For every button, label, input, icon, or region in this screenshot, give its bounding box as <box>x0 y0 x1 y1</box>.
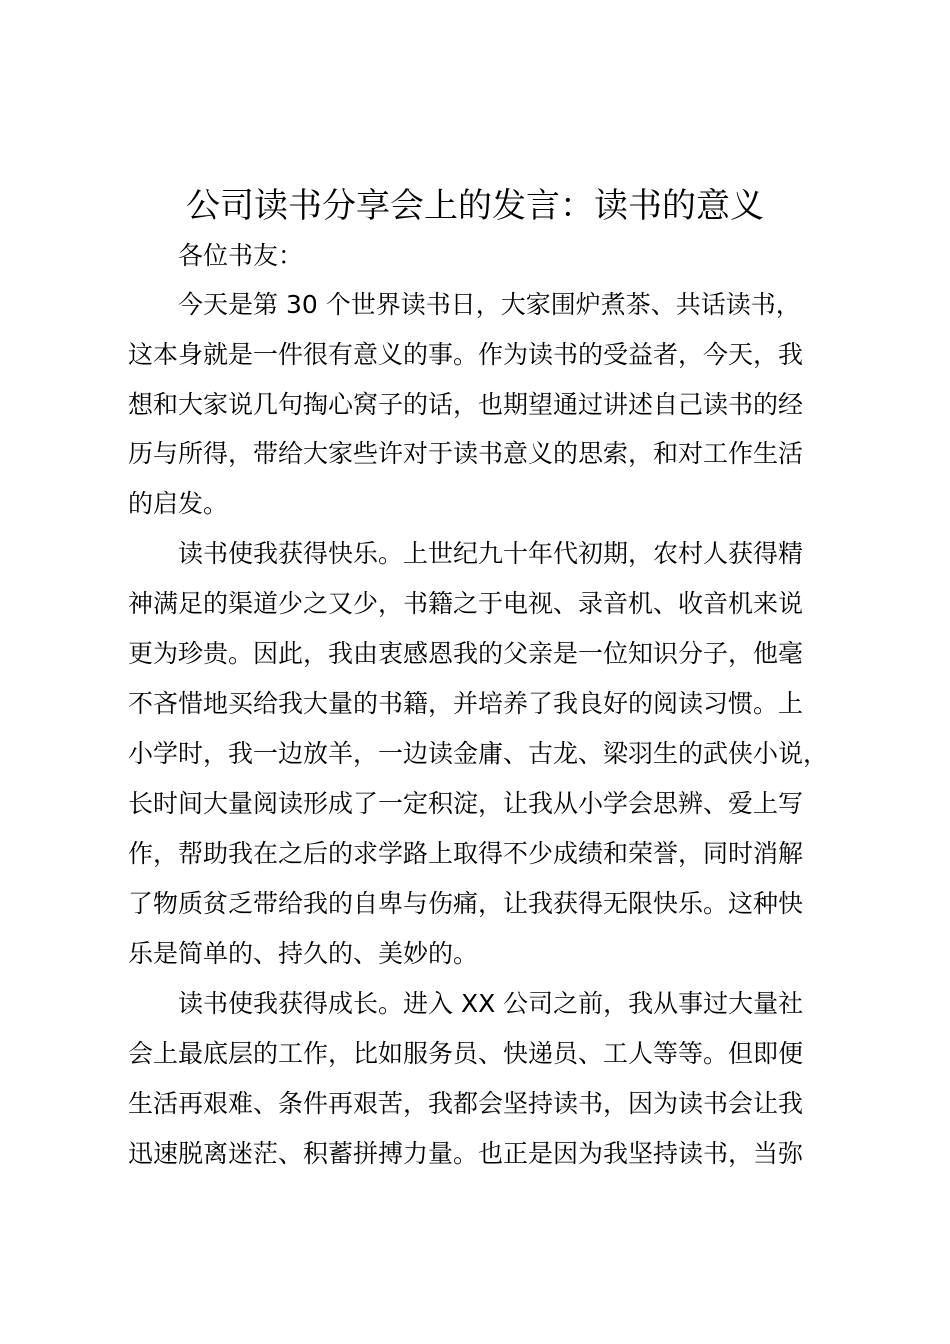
paragraph-line: 读书使我获得快乐。上世纪九十年代初期，农村人获得精 <box>178 539 804 568</box>
document-title: 公司读书分享会上的发言：读书的意义 <box>186 186 764 226</box>
paragraph-line: 小学时，我一边放羊，一边读金庸、古龙、梁羽生的武侠小说， <box>128 739 829 768</box>
paragraph-line: 乐是简单的、持久的、美妙的。 <box>128 939 479 968</box>
paragraph-line: 读书使我获得成长。进入 XX 公司之前，我从事过大量社 <box>178 989 804 1018</box>
paragraph-line: 想和大家说几句掏心窝子的话，也期望通过讲述自己读书的经 <box>128 390 804 419</box>
paragraph-line: 迅速脱离迷茫、积蓄拼搏力量。也正是因为我坚持读书，当弥 <box>128 1139 804 1168</box>
paragraph-line: 今天是第 30 个世界读书日，大家围炉煮茶、共话读书， <box>178 290 801 319</box>
paragraph-line: 更为珍贵。因此，我由衷感恩我的父亲是一位知识分子，他毫 <box>128 639 804 668</box>
paragraph-line: 这本身就是一件很有意义的事。作为读书的受益者，今天，我 <box>128 340 804 369</box>
paragraph-line: 的启发。 <box>128 489 229 518</box>
paragraph-line: 神满足的渠道少之又少，书籍之于电视、录音机、收音机来说 <box>128 589 804 618</box>
paragraph-line: 会上最底层的工作，比如服务员、快递员、工人等等。但即便 <box>128 1039 804 1068</box>
salutation-line: 各位书友： <box>178 241 304 270</box>
paragraph-line: 了物质贫乏带给我的自卑与伤痛，让我获得无限快乐。这种快 <box>128 889 804 918</box>
paragraph-line: 生活再艰难、条件再艰苦，我都会坚持读书，因为读书会让我 <box>128 1089 804 1118</box>
paragraph-line: 作，帮助我在之后的求学路上取得不少成绩和荣誉，同时消解 <box>128 839 804 868</box>
paragraph-line: 长时间大量阅读形成了一定积淀，让我从小学会思辨、爱上写 <box>128 789 804 818</box>
paragraph-line: 不吝惜地买给我大量的书籍，并培养了我良好的阅读习惯。上 <box>128 689 804 718</box>
paragraph-line: 历与所得，带给大家些许对于读书意义的思索，和对工作生活 <box>128 439 804 468</box>
